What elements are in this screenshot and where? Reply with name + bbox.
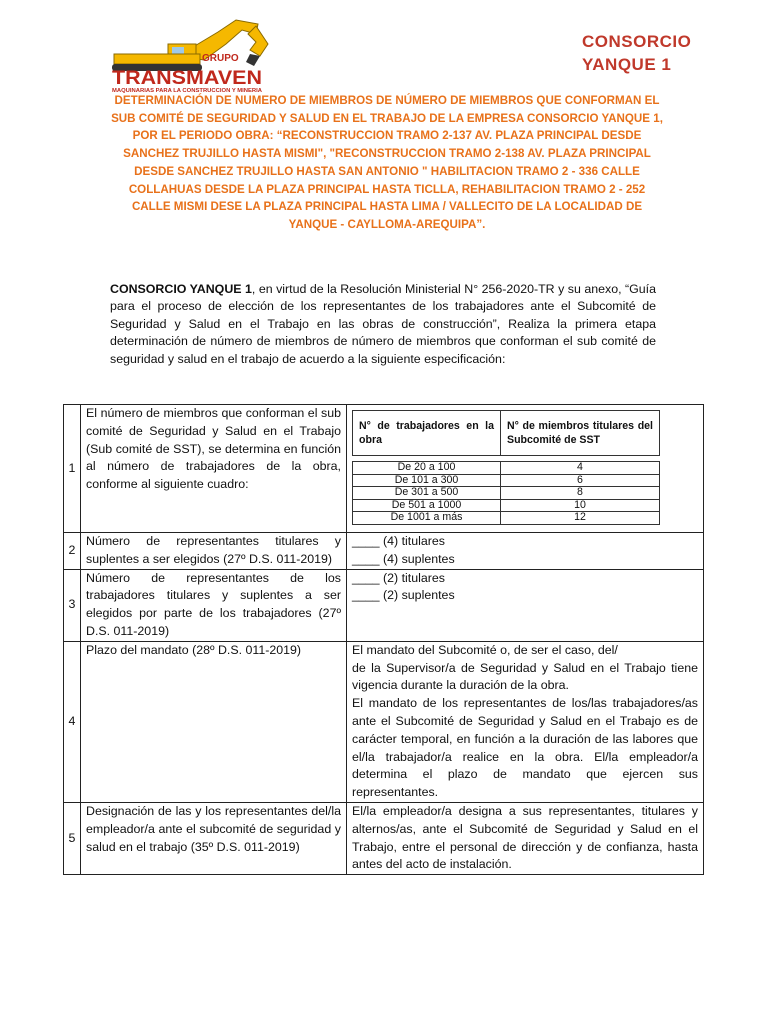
row-value: [347, 569, 704, 641]
table-row: [64, 569, 704, 641]
logo-tagline: MAQUINARIAS PARA LA CONSTRUCCION Y MINERIA: [112, 88, 263, 94]
row-number: 2: [64, 533, 81, 570]
row-value-line: ____ (2) suplentes: [352, 588, 455, 603]
row-number: 3: [64, 569, 81, 641]
company-name: [582, 30, 691, 76]
members-table-cell: [347, 405, 704, 533]
row-description: El número de miembros que conforman el sub comité de Seguridad y Salud en el Trabajo (Sub comité de SST), se determina en función al número de trabajadores de la obra, conforme al siguiente cuadro:: [81, 405, 347, 533]
members-table: [352, 410, 660, 525]
document-title: DETERMINACIÓN DE NUMERO DE MIEMBROS DE NÚMERO DE MIEMBROS QUE CONFORMAN EL SUB COMITÉ DE SEGURIDAD Y SALUD EN EL TRABAJO DE LA EMPRESA CONSORCIO YANQUE 1, POR EL PERIODO OBRA: “RECONSTRUCCION TRAMO 2-137 AV. PLAZA PRINCIPAL DESDE SANCHEZ TRUJILLO HASTA MISMI", "RECONSTRUCCION TRAMO 2-138 AV. PLAZA PRINCIPAL DESDE SANCHEZ TRUJILLO HASTA SAN ANTONIO " HABILITACION TRAMO 2 - 336 CALLE COLLAHUAS DESDE LA PLAZA PRINCIPAL HASTA TICLLA, REHABILITACION TRAMO 2 - 252 CALLE MISMI DESE LA PLAZA PRINCIPAL HASTA LIMA / VALLECITO DE LA LOCALIDAD DE YANQUE - CAYLLOMA-AREQUIPA”.: [111, 94, 663, 231]
excavator-logo-icon: [108, 14, 278, 96]
logo-brand-main: TRANSMAVEN: [112, 68, 262, 89]
row-number: 5: [64, 802, 81, 874]
row-description: Número de representantes titulares y suplentes a ser elegidos (27º D.S. 011-2019): [81, 533, 347, 570]
members-range: De 20 a 100: [353, 462, 501, 475]
members-range: De 501 a 1000: [353, 499, 501, 512]
table-row: [64, 533, 704, 570]
company-logo: [108, 14, 278, 96]
members-count: 6: [501, 474, 660, 487]
row-description: Plazo del mandato (28º D.S. 011-2019): [81, 641, 347, 802]
row-value-line: ____ (2) titulares: [352, 570, 445, 585]
row-number: 4: [64, 641, 81, 802]
row-value: [347, 533, 704, 570]
row-description: Número de representantes de los trabajadores titulares y suplentes a ser elegidos por parte de los trabajadores (27º D.S. 011-2019): [81, 569, 347, 641]
company-name-line2: YANQUE 1: [582, 55, 672, 74]
row-value: [347, 802, 704, 874]
members-row: [353, 499, 660, 512]
table-row: [64, 405, 704, 533]
members-row: [353, 462, 660, 475]
members-count: 4: [501, 462, 660, 475]
table-row: [64, 641, 704, 802]
logo-brand-top: GRUPO: [202, 53, 239, 64]
row-value: [347, 641, 704, 802]
row-value-line: ____ (4) titulares: [352, 534, 445, 548]
row-value-line: El mandato de los representantes de los/las trabajadores/as ante el Subcomité de Seguridad y Salud en el Trabajo es de carácter temporal, en función a la duración de las labores que el/la trabajador/a realice en la obra. El/la empleador/a determina el plazo de mandato que ejercen sus representantes.: [352, 696, 698, 800]
specification-table: [63, 404, 704, 875]
members-row: [353, 474, 660, 487]
members-row: [353, 487, 660, 500]
row-description: Designación de las y los representantes del/la empleador/a ante el subcomité de seguridad y salud en el trabajo (35º D.S. 011-2019): [81, 802, 347, 874]
row-value-line: El mandato del Subcomité o, de ser el caso, del/: [352, 642, 618, 657]
members-count: 12: [501, 512, 660, 525]
members-table-header: [353, 411, 660, 456]
members-count: 8: [501, 487, 660, 500]
members-row: [353, 512, 660, 525]
intro-text: , en virtud de la Resolución Ministerial N° 256-2020-TR y su anexo, “Guía para el proceso de elección de los representantes de los trabajadores ante el Subcomité de Seguridad y Salud en el Trabajo en las obras de construcción”, Realiza la primera etapa determinación de número de miembros de número de miembros que conforman el sub comité de seguridad y salud en el trabajo de acuerdo a la siguiente especificación:: [110, 282, 656, 366]
row-number: 1: [64, 405, 81, 533]
row-value-line: de la Supervisor/a de Seguridad y Salud en el Trabajo tiene vigencia durante la duración de la obra.: [352, 660, 698, 693]
members-header-workers: N° de trabajadores en la obra: [353, 411, 501, 456]
members-header-members: N° de miembros titulares del Subcomité de SST: [501, 411, 660, 456]
row-value-line: El/la empleador/a designa a sus representantes, titulares y alternos/as, ante el Subcomité de Seguridad y Salud en el Trabajo, entre el personal de dirección y de confianza, hasta antes del acto de instalación.: [352, 803, 698, 872]
row-value-line: ____ (4) suplentes: [352, 551, 455, 566]
intro-paragraph: [110, 281, 656, 368]
intro-bold-lead: CONSORCIO YANQUE 1: [110, 282, 252, 296]
members-count: 10: [501, 499, 660, 512]
table-row: [64, 802, 704, 874]
members-range: De 301 a 500: [353, 487, 501, 500]
company-name-line1: CONSORCIO: [582, 32, 692, 51]
members-range: De 1001 a más: [353, 512, 501, 525]
members-range: De 101 a 300: [353, 474, 501, 487]
